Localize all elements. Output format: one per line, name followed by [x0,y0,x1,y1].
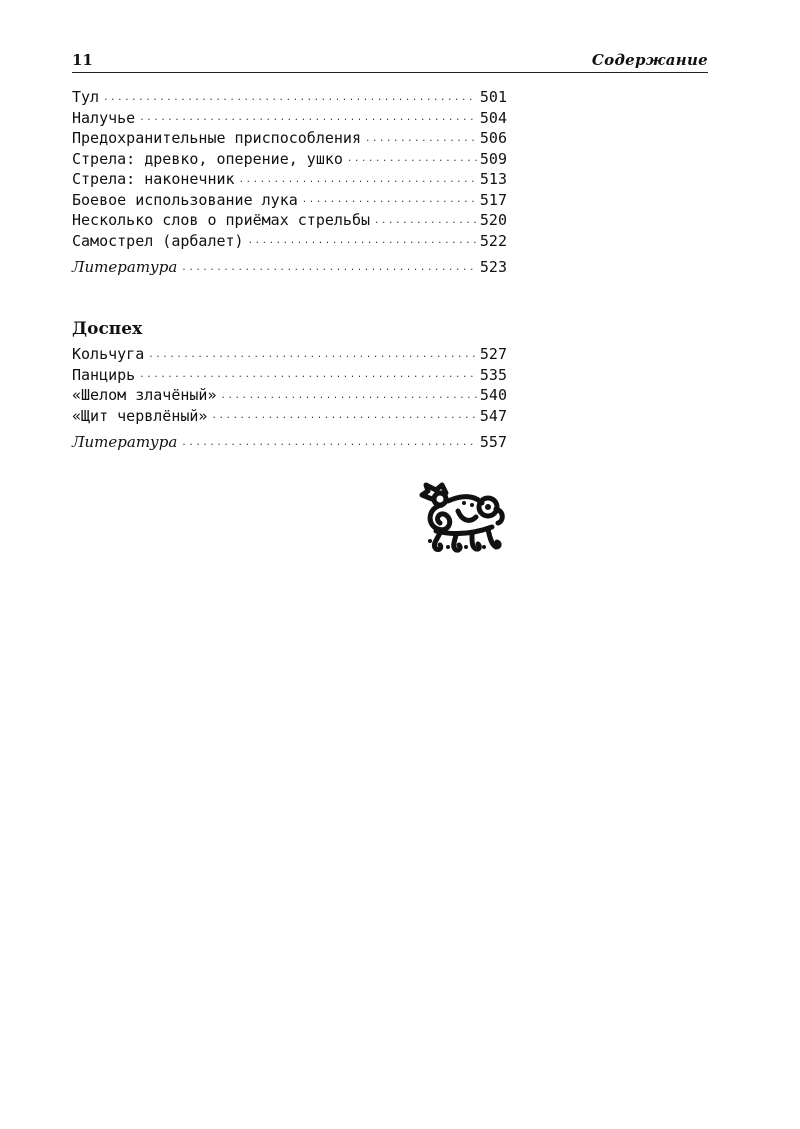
toc-entry-literature [72,432,507,453]
toc-list [72,344,507,453]
toc-entry-page: 557 [479,433,507,451]
dot-leader [221,392,477,406]
dot-leader [239,176,477,190]
toc-list [72,87,507,278]
toc-entry [72,149,507,170]
toc-entry-title: Стрела: древко, оперение, ушко [72,149,343,168]
toc-entry-title: Тул [72,88,100,106]
toc-entry-page: 520 [479,211,507,229]
toc-entry [72,385,507,406]
toc-entry-title: Стрела: наконечник [72,170,235,188]
toc-entry-title: Налучье [72,108,136,127]
toc-entry-page: 506 [479,129,507,147]
toc-entry-title: Кольчуга [72,345,145,363]
toc-section-archery [72,87,507,278]
toc-entry-title: «Шелом злачёный» [72,386,217,404]
dot-leader [148,351,477,365]
toc-entry-page: 547 [479,406,507,425]
toc-entry-page: 513 [479,170,507,188]
toc-entry [72,210,507,231]
animal-figure-ornament-icon [418,481,506,556]
toc-entry-page: 523 [479,258,507,276]
toc-entry [72,87,507,108]
toc-entry [72,108,507,129]
dot-leader [211,412,476,426]
toc-entry [72,365,507,386]
dot-leader [181,439,477,453]
toc-entry-title: Литература [72,433,178,451]
toc-entry-page: 522 [479,231,507,250]
page-number: 11 [72,51,93,69]
toc-section-armor [72,318,507,453]
toc-entry-title: Боевое использование лука [72,190,298,209]
dot-leader [347,155,477,169]
dot-leader [139,371,477,385]
toc-entry-page: 517 [479,190,507,209]
toc-entry-title: «Щит червлёный» [72,406,208,425]
toc-entry-page: 504 [479,108,507,127]
toc-entry [72,169,507,190]
toc-entry-title: Предохранительные приспособления [72,129,361,147]
toc-entry-page: 501 [479,88,507,106]
toc-entry-title: Несколько слов о приёмах стрельбы [72,211,371,229]
dot-leader [139,114,477,128]
toc-entry [72,190,507,211]
dot-leader [365,135,477,149]
dot-leader [248,237,477,251]
running-header [72,50,708,73]
toc-entry-page: 540 [479,386,507,404]
toc-entry-title: Литература [72,258,178,276]
toc-entry-page: 527 [479,345,507,363]
running-header-title: Содержание [591,51,708,69]
toc-entry-page: 535 [479,365,507,384]
toc-entry [72,231,507,252]
toc-entry-page: 509 [479,149,507,168]
toc-entry [72,344,507,365]
toc-entry-title: Панцирь [72,365,136,384]
toc-entry [72,128,507,149]
toc-entry-literature [72,257,507,278]
toc-entry-title: Самострел (арбалет) [72,231,244,250]
dot-leader [302,196,477,210]
section-heading: Доспех [72,319,143,339]
dot-leader [181,264,477,278]
dot-leader [103,94,477,108]
toc-entry [72,406,507,427]
dot-leader [374,217,477,231]
